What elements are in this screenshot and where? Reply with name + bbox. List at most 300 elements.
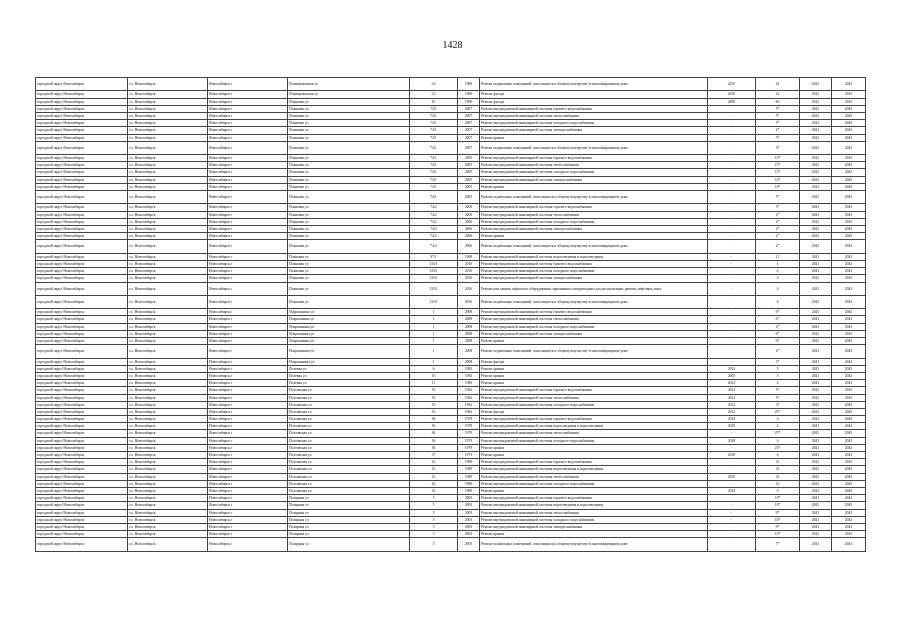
house-number-cell: 35: [410, 401, 458, 408]
wear-cell: 6*: [756, 309, 800, 316]
period-start-cell: 2041: [800, 78, 832, 91]
wear-cell: 4: [756, 295, 800, 308]
wear-cell: 4: [756, 268, 800, 275]
settlement-cell: г.о. Новосибирск: [128, 141, 208, 154]
city-cell: Новосибирск г: [208, 134, 288, 141]
period-end-cell: 2043: [832, 401, 866, 408]
settlement-cell: г.о. Новосибирск: [128, 191, 208, 204]
house-number-cell: 5: [410, 523, 458, 530]
street-cell: Плановая ул: [288, 253, 410, 260]
build-year-cell: 2008: [458, 358, 480, 365]
work-type-cell: Ремонт подвальных помещений, относящихся к общему имуществу в многоквартирном доме: [480, 345, 708, 358]
settlement-cell: г.о. Новосибирск: [128, 211, 208, 218]
period-start-cell: 2041: [800, 323, 832, 330]
street-cell: Плановая ул: [288, 204, 410, 211]
work-type-cell: Ремонт внутридомовой инженерной системы водоотведения и водоотведения: [480, 253, 708, 260]
last-repair-year-cell: -: [708, 112, 756, 119]
street-cell: Полтавская ул: [288, 408, 410, 415]
wear-cell: 4*: [756, 141, 800, 154]
period-end-cell: 2043: [832, 480, 866, 487]
table-row: [36, 316, 866, 323]
settlement-cell: г.о. Новосибирск: [128, 162, 208, 169]
city-cell: Новосибирск г: [208, 316, 288, 323]
wear-cell: 21: [756, 480, 800, 487]
last-repair-year-cell: -: [708, 523, 756, 530]
wear-cell: 22: [756, 91, 800, 98]
build-year-cell: 1979: [458, 430, 480, 437]
house-number-cell: 74/1: [410, 183, 458, 190]
municipality-cell: городской округ Новосибирск: [36, 105, 128, 112]
municipality-cell: городской округ Новосибирск: [36, 112, 128, 119]
period-end-cell: 2043: [832, 338, 866, 345]
work-type-cell: Ремонт внутридомовой инженерной системы электроснабжения: [480, 275, 708, 282]
table-row: [36, 127, 866, 134]
city-cell: Новосибирск г: [208, 155, 288, 162]
period-end-cell: 2043: [832, 509, 866, 516]
period-start-cell: 2041: [800, 295, 832, 308]
house-number-cell: 74/2: [410, 233, 458, 240]
period-end-cell: 2043: [832, 437, 866, 444]
last-repair-year-cell: -: [708, 509, 756, 516]
work-type-cell: Ремонт внутридомовой инженерной системы электроснабжения: [480, 127, 708, 134]
street-cell: Планировочная ул: [288, 91, 410, 98]
last-repair-year-cell: -: [708, 183, 756, 190]
period-end-cell: 2043: [832, 240, 866, 253]
settlement-cell: г.о. Новосибирск: [128, 323, 208, 330]
period-end-cell: 2043: [832, 372, 866, 379]
settlement-cell: г.о. Новосибирск: [128, 444, 208, 451]
city-cell: Новосибирск г: [208, 309, 288, 316]
work-type-cell: Ремонт внутридомовой инженерной системы теплоснабжения: [480, 316, 708, 323]
street-cell: Плановая ул: [288, 105, 410, 112]
municipality-cell: городской округ Новосибирск: [36, 176, 128, 183]
work-type-cell: Ремонт внутридомовой инженерной системы холодного водоснабжения: [480, 169, 708, 176]
period-start-cell: 2041: [800, 191, 832, 204]
city-cell: Новосибирск г: [208, 338, 288, 345]
house-number-cell: 36: [410, 423, 458, 430]
build-year-cell: 1980: [458, 487, 480, 494]
house-number-cell: 1/2: [410, 91, 458, 98]
work-type-cell: Ремонт крыши: [480, 372, 708, 379]
city-cell: Новосибирск г: [208, 423, 288, 430]
period-start-cell: 2041: [800, 416, 832, 423]
wear-cell: 2*: [756, 240, 800, 253]
period-end-cell: 2043: [832, 211, 866, 218]
build-year-cell: 1990: [458, 98, 480, 105]
municipality-cell: городской округ Новосибирск: [36, 155, 128, 162]
work-type-cell: Ремонт подвальных помещений, относящихся к общему имуществу в многоквартирном доме: [480, 191, 708, 204]
house-number-cell: 133/1: [410, 282, 458, 295]
house-number-cell: 97/1: [410, 253, 458, 260]
wear-cell: 21: [756, 253, 800, 260]
table-row: [36, 282, 866, 295]
city-cell: Новосибирск г: [208, 416, 288, 423]
wear-cell: 14*: [756, 176, 800, 183]
city-cell: Новосибирск г: [208, 387, 288, 394]
table-row: [36, 120, 866, 127]
table-row: [36, 502, 866, 509]
period-end-cell: 2043: [832, 275, 866, 282]
city-cell: Новосибирск г: [208, 233, 288, 240]
period-start-cell: 2041: [800, 401, 832, 408]
table-row: [36, 365, 866, 372]
street-cell: Плановая ул: [288, 98, 410, 105]
last-repair-year-cell: 2012: [708, 394, 756, 401]
settlement-cell: г.о. Новосибирск: [128, 91, 208, 98]
wear-cell: 22: [756, 78, 800, 91]
street-cell: Плановая ул: [288, 127, 410, 134]
period-end-cell: 2043: [832, 365, 866, 372]
table-row: [36, 538, 866, 551]
street-cell: Полтавская ул: [288, 473, 410, 480]
municipality-cell: городской округ Новосибирск: [36, 225, 128, 232]
table-row: [36, 240, 866, 253]
work-type-cell: Ремонт подвальных помещений, относящихся к общему имуществу в многоквартирном доме: [480, 538, 708, 551]
city-cell: Новосибирск г: [208, 372, 288, 379]
municipality-cell: городской округ Новосибирск: [36, 387, 128, 394]
wear-cell: 15*: [756, 162, 800, 169]
wear-cell: 5*: [756, 134, 800, 141]
last-repair-year-cell: -: [708, 233, 756, 240]
work-type-cell: Ремонт внутридомовой инженерной системы электроснабжения: [480, 523, 708, 530]
period-end-cell: 2043: [832, 538, 866, 551]
city-cell: Новосибирск г: [208, 358, 288, 365]
wear-cell: 4: [756, 452, 800, 459]
settlement-cell: г.о. Новосибирск: [128, 394, 208, 401]
wear-cell: 4: [756, 282, 800, 295]
period-end-cell: 2043: [832, 416, 866, 423]
last-repair-year-cell: -: [708, 430, 756, 437]
period-start-cell: 2041: [800, 509, 832, 516]
settlement-cell: г.о. Новосибирск: [128, 502, 208, 509]
last-repair-year-cell: -: [708, 358, 756, 365]
settlement-cell: г.о. Новосибирск: [128, 204, 208, 211]
work-type-cell: Ремонт внутридомовой инженерной системы холодного водоснабжения: [480, 218, 708, 225]
build-year-cell: 2003: [458, 502, 480, 509]
house-number-cell: 133/1: [410, 268, 458, 275]
table-row: [36, 416, 866, 423]
period-start-cell: 2041: [800, 204, 832, 211]
city-cell: Новосибирск г: [208, 120, 288, 127]
street-cell: Полтавская ул: [288, 452, 410, 459]
table-row: [36, 204, 866, 211]
wear-cell: 10*: [756, 502, 800, 509]
build-year-cell: 2008: [458, 316, 480, 323]
settlement-cell: г.о. Новосибирск: [128, 134, 208, 141]
wear-cell: 2*: [756, 323, 800, 330]
period-start-cell: 2041: [800, 134, 832, 141]
house-number-cell: 37: [410, 452, 458, 459]
period-start-cell: 2041: [800, 155, 832, 162]
work-type-cell: Ремонт внутридомовой инженерной системы горячего водоснабжения: [480, 204, 708, 211]
city-cell: Новосибирск г: [208, 466, 288, 473]
table-row: [36, 338, 866, 345]
settlement-cell: г.о. Новосибирск: [128, 380, 208, 387]
house-number-cell: 74/1: [410, 162, 458, 169]
period-start-cell: 2041: [800, 330, 832, 337]
period-start-cell: 2041: [800, 531, 832, 538]
house-number-cell: 74/2: [410, 204, 458, 211]
settlement-cell: г.о. Новосибирск: [128, 358, 208, 365]
work-type-cell: Ремонт внутридомовой инженерной системы холодного водоснабжения: [480, 323, 708, 330]
wear-cell: 2: [756, 380, 800, 387]
settlement-cell: г.о. Новосибирск: [128, 452, 208, 459]
settlement-cell: г.о. Новосибирск: [128, 416, 208, 423]
period-start-cell: 2041: [800, 437, 832, 444]
work-type-cell: Ремонт фасада: [480, 91, 708, 98]
street-cell: Плановая ул: [288, 134, 410, 141]
city-cell: Новосибирск г: [208, 509, 288, 516]
table-row: [36, 516, 866, 523]
municipality-cell: городской округ Новосибирск: [36, 127, 128, 134]
table-body: [36, 78, 866, 552]
street-cell: Покрышкина ул: [288, 330, 410, 337]
city-cell: Новосибирск г: [208, 218, 288, 225]
municipality-cell: городской округ Новосибирск: [36, 437, 128, 444]
table-row: [36, 330, 866, 337]
settlement-cell: г.о. Новосибирск: [128, 183, 208, 190]
last-repair-year-cell: -: [708, 309, 756, 316]
municipality-cell: городской округ Новосибирск: [36, 275, 128, 282]
street-cell: Плановая ул: [288, 169, 410, 176]
build-year-cell: 2006: [458, 204, 480, 211]
street-cell: Покрышкина ул: [288, 345, 410, 358]
period-start-cell: 2041: [800, 372, 832, 379]
wear-cell: 21: [756, 459, 800, 466]
period-end-cell: 2043: [832, 141, 866, 154]
table-row: [36, 218, 866, 225]
build-year-cell: 1986: [458, 380, 480, 387]
street-cell: Полярная ул: [288, 523, 410, 530]
city-cell: Новосибирск г: [208, 408, 288, 415]
settlement-cell: г.о. Новосибирск: [128, 372, 208, 379]
settlement-cell: г.о. Новосибирск: [128, 437, 208, 444]
work-type-cell: Ремонт фасада: [480, 408, 708, 415]
municipality-cell: городской округ Новосибирск: [36, 495, 128, 502]
street-cell: Полярная ул: [288, 509, 410, 516]
municipality-cell: городской округ Новосибирск: [36, 430, 128, 437]
municipality-cell: городской округ Новосибирск: [36, 523, 128, 530]
period-end-cell: 2043: [832, 218, 866, 225]
city-cell: Новосибирск г: [208, 282, 288, 295]
street-cell: Полтавская ул: [288, 444, 410, 451]
house-number-cell: 1: [410, 338, 458, 345]
table-row: [36, 452, 866, 459]
build-year-cell: 2007: [458, 141, 480, 154]
build-year-cell: 2006: [458, 240, 480, 253]
build-year-cell: 2008: [458, 345, 480, 358]
build-year-cell: 2007: [458, 134, 480, 141]
city-cell: Новосибирск г: [208, 401, 288, 408]
build-year-cell: 2003: [458, 531, 480, 538]
municipality-cell: городской округ Новосибирск: [36, 240, 128, 253]
last-repair-year-cell: 2010: [708, 78, 756, 91]
work-type-cell: Ремонт внутридомовой инженерной системы горячего водоснабжения: [480, 105, 708, 112]
last-repair-year-cell: -: [708, 338, 756, 345]
period-start-cell: 2041: [800, 444, 832, 451]
city-cell: Новосибирск г: [208, 531, 288, 538]
period-start-cell: 2041: [800, 211, 832, 218]
house-number-cell: 5: [410, 538, 458, 551]
wear-cell: 4: [756, 437, 800, 444]
period-end-cell: 2043: [832, 120, 866, 127]
wear-cell: 5*: [756, 105, 800, 112]
street-cell: Плановая ул: [288, 183, 410, 190]
house-number-cell: 43: [410, 480, 458, 487]
wear-cell: 9*: [756, 523, 800, 530]
last-repair-year-cell: -: [708, 240, 756, 253]
wear-cell: 25*: [756, 444, 800, 451]
period-start-cell: 2041: [800, 98, 832, 105]
period-start-cell: 2041: [800, 309, 832, 316]
period-start-cell: 2041: [800, 169, 832, 176]
municipality-cell: городской округ Новосибирск: [36, 120, 128, 127]
build-year-cell: 1983: [458, 372, 480, 379]
period-start-cell: 2041: [800, 387, 832, 394]
build-year-cell: 2005: [458, 155, 480, 162]
last-repair-year-cell: -: [708, 275, 756, 282]
municipality-cell: городской округ Новосибирск: [36, 191, 128, 204]
city-cell: Новосибирск г: [208, 430, 288, 437]
work-type-cell: Ремонт внутридомовой инженерной системы теплоснабжения: [480, 509, 708, 516]
house-number-cell: 74/1: [410, 191, 458, 204]
table-row: [36, 112, 866, 119]
city-cell: Новосибирск г: [208, 141, 288, 154]
municipality-cell: городской округ Новосибирск: [36, 416, 128, 423]
city-cell: Новосибирск г: [208, 112, 288, 119]
work-type-cell: Ремонт или замена лифтового оборудования, признанного непригодным для эксплуатации, ремонт лифтовых шахт: [480, 282, 708, 295]
house-number-cell: 1/2: [410, 78, 458, 91]
municipality-cell: городской округ Новосибирск: [36, 538, 128, 551]
table-row: [36, 459, 866, 466]
build-year-cell: 1983: [458, 365, 480, 372]
wear-cell: 10*: [756, 516, 800, 523]
wear-cell: 2*: [756, 211, 800, 218]
table-row: [36, 423, 866, 430]
work-type-cell: Ремонт крыши: [480, 183, 708, 190]
period-start-cell: 2041: [800, 233, 832, 240]
wear-cell: 16*: [756, 183, 800, 190]
municipality-cell: городской округ Новосибирск: [36, 204, 128, 211]
build-year-cell: 2005: [458, 162, 480, 169]
work-type-cell: Ремонт внутридомовой инженерной системы теплоснабжения: [480, 112, 708, 119]
table-row: [36, 98, 866, 105]
house-number-cell: 5: [410, 509, 458, 516]
street-cell: Плановая ул: [288, 120, 410, 127]
build-year-cell: 1962: [458, 387, 480, 394]
build-year-cell: 2008: [458, 330, 480, 337]
period-start-cell: 2041: [800, 176, 832, 183]
table-row: [36, 295, 866, 308]
period-start-cell: 2041: [800, 523, 832, 530]
last-repair-year-cell: 2014: [708, 487, 756, 494]
work-type-cell: Ремонт внутридомовой инженерной системы электроснабжения: [480, 330, 708, 337]
period-end-cell: 2043: [832, 260, 866, 267]
work-type-cell: Ремонт внутридомовой инженерной системы холодного водоснабжения: [480, 120, 708, 127]
city-cell: Новосибирск г: [208, 204, 288, 211]
period-start-cell: 2041: [800, 358, 832, 365]
work-type-cell: Ремонт крыши: [480, 233, 708, 240]
work-type-cell: Ремонт внутридомовой инженерной системы холодного водоснабжения: [480, 437, 708, 444]
build-year-cell: 2003: [458, 516, 480, 523]
settlement-cell: г.о. Новосибирск: [128, 365, 208, 372]
municipality-cell: городской округ Новосибирск: [36, 78, 128, 91]
period-end-cell: 2043: [832, 225, 866, 232]
municipality-cell: городской округ Новосибирск: [36, 169, 128, 176]
period-end-cell: 2043: [832, 358, 866, 365]
work-type-cell: Ремонт внутридомовой инженерной системы теплоснабжения: [480, 473, 708, 480]
street-cell: Плановая ул: [288, 295, 410, 308]
period-end-cell: 2043: [832, 183, 866, 190]
table-row: [36, 253, 866, 260]
build-year-cell: 2016: [458, 275, 480, 282]
table-row: [36, 191, 866, 204]
period-start-cell: 2041: [800, 183, 832, 190]
wear-cell: 25*: [756, 430, 800, 437]
table-row: [36, 323, 866, 330]
street-cell: Покрышкина ул: [288, 309, 410, 316]
work-type-cell: Ремонт внутридомовой инженерной системы горячего водоснабжения: [480, 387, 708, 394]
settlement-cell: г.о. Новосибирск: [128, 253, 208, 260]
period-end-cell: 2043: [832, 423, 866, 430]
wear-cell: 2*: [756, 233, 800, 240]
house-number-cell: 1: [410, 309, 458, 316]
table-row: [36, 105, 866, 112]
municipality-cell: городской округ Новосибирск: [36, 408, 128, 415]
last-repair-year-cell: -: [708, 516, 756, 523]
municipality-cell: городской округ Новосибирск: [36, 531, 128, 538]
house-number-cell: 133/1: [410, 295, 458, 308]
period-start-cell: 2041: [800, 459, 832, 466]
work-type-cell: Ремонт внутридомовой инженерной системы холодного водоснабжения: [480, 480, 708, 487]
build-year-cell: 2003: [458, 509, 480, 516]
city-cell: Новосибирск г: [208, 487, 288, 494]
table-row: [36, 387, 866, 394]
house-number-cell: 72/1: [410, 120, 458, 127]
municipality-cell: городской округ Новосибирск: [36, 365, 128, 372]
table-row: [36, 155, 866, 162]
street-cell: Плановая ул: [288, 260, 410, 267]
municipality-cell: городской округ Новосибирск: [36, 338, 128, 345]
period-end-cell: 2043: [832, 204, 866, 211]
period-end-cell: 2043: [832, 78, 866, 91]
city-cell: Новосибирск г: [208, 502, 288, 509]
capital-repair-table: [35, 77, 866, 552]
settlement-cell: г.о. Новосибирск: [128, 338, 208, 345]
build-year-cell: 2005: [458, 176, 480, 183]
settlement-cell: г.о. Новосибирск: [128, 120, 208, 127]
work-type-cell: Ремонт внутридомовой инженерной системы теплоснабжения: [480, 211, 708, 218]
table-row: [36, 473, 866, 480]
wear-cell: 60: [756, 98, 800, 105]
table-row: [36, 437, 866, 444]
table-row: [36, 169, 866, 176]
house-number-cell: 74/2: [410, 225, 458, 232]
work-type-cell: Ремонт внутридомовой инженерной системы холодного водоснабжения: [480, 516, 708, 523]
house-number-cell: 74/2: [410, 218, 458, 225]
period-start-cell: 2041: [800, 141, 832, 154]
city-cell: Новосибирск г: [208, 91, 288, 98]
build-year-cell: 2003: [458, 538, 480, 551]
table-row: [36, 466, 866, 473]
period-end-cell: 2043: [832, 459, 866, 466]
table-row: [36, 183, 866, 190]
wear-cell: 6: [756, 487, 800, 494]
last-repair-year-cell: -: [708, 316, 756, 323]
house-number-cell: 6: [410, 365, 458, 372]
settlement-cell: г.о. Новосибирск: [128, 295, 208, 308]
wear-cell: 21: [756, 473, 800, 480]
